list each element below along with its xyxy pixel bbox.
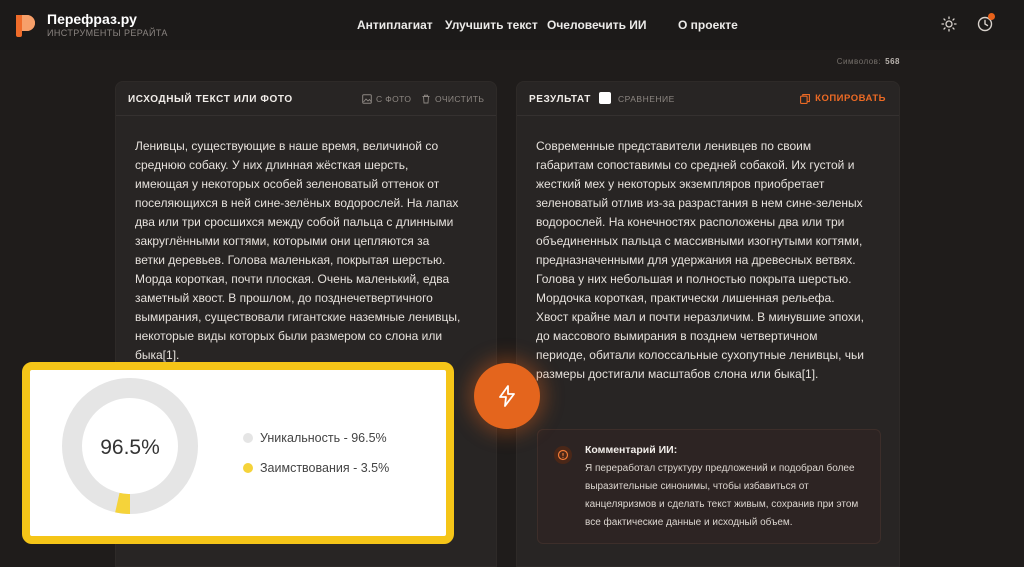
ai-comment-title: Комментарий ИИ: [585, 444, 678, 456]
copy-button[interactable] [800, 93, 886, 104]
rewrite-button[interactable] [474, 363, 540, 429]
nav-antiplagiat[interactable]: Антиплагиат [357, 18, 433, 32]
clear-label: ОЧИСТИТЬ [435, 94, 485, 104]
lightning-icon [495, 384, 519, 408]
copy-label: КОПИРОВАТЬ [815, 93, 886, 104]
source-text-area[interactable]: Ленивцы, существующие в наше время, величиной со среднюю собаку. У них длинная жёсткая шерсть, имеющая у некоторых особей зеленоватый оттенок от поселяющихся в ней сине-зелёных водорослей. На лапах два или три сросшихся между собой пальца с длинными закруглёнными когтями, которыми они цепляются за ветки деревьев. Голова маленькая, покрытая шерстью. Морда короткая, почти плоская. Очень маленький, едва заметный хвост. В прошлом, до позднечетвертичного вымирания, существовали гигантские наземные ленивцы, некоторые виды которых были размером со слона или быка[1]. [135, 139, 461, 362]
char-counter [837, 57, 900, 66]
uniqueness-percent: 96.5% [100, 436, 160, 459]
char-counter-label: Символов: [836, 57, 882, 66]
result-panel-title: РЕЗУЛЬТАТ [529, 94, 591, 105]
legend-dot-borrowing [243, 463, 253, 473]
copy-icon [800, 94, 810, 104]
result-panel-header [517, 82, 899, 116]
ai-comment-text: Я переработал структуру предложений и подобрал более выразительные синонимы, чтобы избавиться от канцеляризмов и сделать текст живым, сохранив при этом все фактические данные и исходный объем. [585, 463, 859, 528]
compare-checkbox[interactable] [599, 92, 611, 104]
from-photo-label: С ФОТО [376, 94, 412, 104]
image-icon [362, 94, 372, 104]
brand-subtitle: ИНСТРУМЕНТЫ РЕРАЙТА [47, 28, 168, 38]
trash-icon [421, 94, 431, 104]
theme-sun-icon[interactable] [941, 16, 957, 32]
from-photo-button[interactable] [362, 94, 411, 104]
ai-comment-box [537, 429, 881, 544]
nav-about[interactable]: О проекте [678, 18, 738, 32]
legend-uniqueness [243, 431, 387, 445]
top-header [0, 0, 1024, 50]
info-icon [554, 446, 572, 464]
main-nav [0, 18, 1024, 34]
nav-humanize-ai[interactable]: Очеловечить ИИ [547, 18, 647, 32]
notification-dot [988, 13, 995, 20]
result-panel [516, 81, 900, 567]
legend-dot-uniqueness [243, 433, 253, 443]
uniqueness-result-card [22, 362, 454, 544]
legend-uniqueness-label: Уникальность - 96.5% [260, 431, 387, 445]
source-panel-title: ИСХОДНЫЙ ТЕКСТ ИЛИ ФОТО [128, 94, 293, 105]
source-panel-header [116, 82, 496, 116]
nav-improve-text[interactable]: Улучшить текст [445, 18, 538, 32]
char-counter-value: 568 [885, 57, 900, 66]
compare-label: СРАВНЕНИЕ [618, 94, 675, 104]
legend-borrowing [243, 461, 389, 475]
brand-name: Перефраз.ру [47, 11, 137, 27]
result-text: Современные представители ленивцев по своим габаритам сопоставимы со средней собакой. Их густой и жесткий мех у некоторых экземпляров приобретает зеленоватый отлив из-за разрастания в нем сине-зеленых водорослей. На конечностях расположены два или три объединенных пальца с массивными изогнутыми когтями, предназначенными для удержания на древесных ветвях. Голова у них небольшая и полностью покрыта шерстью. Мордочка короткая, практически лишенная рельефа. Хвост крайне мал и почти неразличим. В минувшие эпохи, до массового вымирания в позднем четвертичном периоде, обитали колоссальные сухопутные ленивцы, чьи размеры достигали масштабов слона или быка[1]. [536, 139, 864, 381]
clear-button[interactable] [421, 94, 484, 104]
legend-borrowing-label: Заимствования - 3.5% [260, 461, 390, 475]
